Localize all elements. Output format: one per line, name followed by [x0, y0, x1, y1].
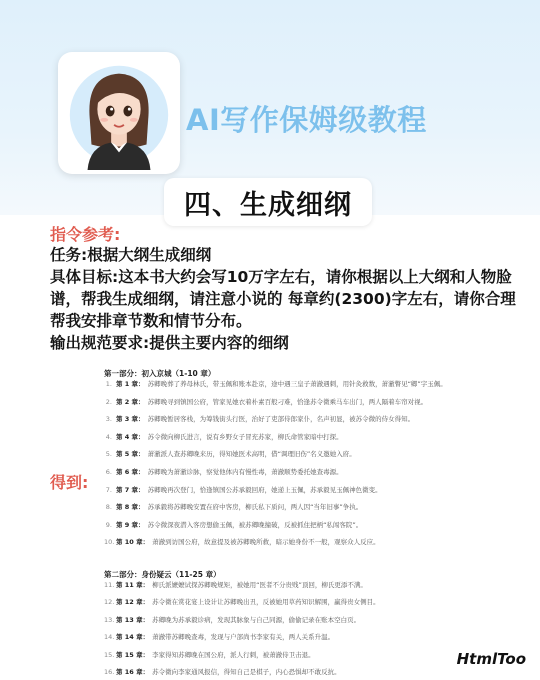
- chapter-label: 第 5 章：: [116, 450, 145, 459]
- chapter-summary: 萧澈带苏卿晚查毒，发现与户部尚书李家有关，两人关系升温。: [152, 633, 335, 642]
- list-item: [104, 581, 514, 598]
- outline-part-1: [104, 368, 514, 556]
- chapter-summary: 苏承毅将苏卿晚安置在府中客房，柳氏私下质问，两人因“当年旧事”争执。: [147, 503, 363, 512]
- part-title: 第一部分：初入京城（1-10 章）: [104, 369, 216, 378]
- list-item: [104, 616, 514, 633]
- list-item: [104, 486, 514, 504]
- instruction-task: 任务:根据大纲生成细纲: [50, 246, 212, 264]
- chapter-list: [104, 581, 514, 680]
- chapter-summary: 李家得知苏卿晚在国公府，派人行刺，被萧澈侍卫击退。: [152, 650, 315, 659]
- chapter-summary: 苏令微深夜潜入客房想偷玉佩，被苏卿晚撞破，反被抓住把柄“私闯客院”。: [147, 520, 363, 529]
- chapter-number: 15.: [104, 650, 115, 659]
- result-label: 得到:: [50, 473, 89, 492]
- chapter-label: 第 6 章：: [116, 467, 145, 476]
- list-item: [104, 538, 514, 556]
- chapter-number: 9.: [105, 520, 112, 529]
- chapter-label: 第 8 章：: [116, 503, 145, 512]
- list-item: [104, 521, 514, 539]
- instruction-heading: 指令参考:: [50, 225, 121, 244]
- avatar-illustration: [60, 54, 178, 172]
- chapter-label: 第 16 章：: [116, 667, 150, 676]
- list-item: [104, 633, 514, 650]
- list-item: [104, 380, 514, 398]
- chapter-number: 6.: [105, 467, 112, 476]
- chapter-label: 第 15 章：: [116, 650, 150, 659]
- chapter-summary: 苏卿晚葬了养母林氏，带玉佩和账本赴京，途中遇三皇子萧澈遇刺，用针灸救数，萧澈瞥见“卿”字玉佩。: [147, 380, 447, 388]
- chapter-summary: 苏卿晚为苏承毅诊病，发现其脉象与自己同源，偷偷记录在账本空白页。: [152, 615, 361, 624]
- list-item: [104, 450, 514, 468]
- chapter-label: 第 13 章：: [116, 615, 150, 624]
- chapter-number: 1.: [105, 380, 112, 388]
- chapter-number: 8.: [105, 503, 112, 512]
- chapter-summary: 苏令微向柳氏进言，说有乡野女子冒充苏家，柳氏命管家暗中打探。: [147, 432, 343, 441]
- list-item: [104, 503, 514, 521]
- list-item: [104, 398, 514, 416]
- chapter-label: 第 7 章：: [116, 485, 145, 494]
- chapter-number: 11.: [104, 581, 115, 589]
- avatar: [58, 52, 180, 174]
- chapter-number: 14.: [104, 633, 115, 642]
- chapter-summary: 苏卿晚寻到镇国公府，管家见她衣着朴素百般刁难，恰逢苏令微乘马车出门，两人隔着车帘对视。: [147, 397, 428, 406]
- section-title-box: [164, 178, 372, 226]
- chapter-label: 第 4 章：: [116, 432, 145, 441]
- chapter-summary: 萧澈到访国公府，故意提及被苏卿晚所救，暗示她身份不一般，观察众人反应。: [152, 538, 380, 547]
- list-item: [104, 668, 514, 680]
- instruction-goal: 具体目标:这本书大约会写10万字左右，请你根据以上大纲和人物脸谱，帮我生成细纲，请注意小说的 每章约(2300)字左右，请你合理帮我安排章节数和情节分布。: [50, 268, 516, 330]
- chapter-summary: 苏卿晚再次登门，恰逢镇国公苏承毅回府，她递上玉佩，苏承毅见玉佩神色微变。: [147, 485, 382, 494]
- part-title: 第二部分：身份疑云（11-25 章）: [104, 570, 221, 579]
- chapter-list: [104, 380, 514, 556]
- chapter-label: 第 14 章：: [116, 633, 150, 642]
- chapter-label: 第 3 章：: [116, 415, 145, 424]
- chapter-label: 第 9 章：: [116, 520, 145, 529]
- instruction-output: 输出规范要求:提供主要内容的细纲: [50, 334, 289, 352]
- chapter-summary: 苏令微向李家通风报信，得知自己是棋子，内心恐惧却不敢反抗。: [152, 667, 341, 676]
- tutorial-headline: AI写作保姆级教程: [186, 103, 427, 137]
- chapter-number: 2.: [105, 397, 112, 406]
- chapter-number: 12.: [104, 598, 115, 607]
- chapter-number: 13.: [104, 615, 115, 624]
- chapter-number: 7.: [105, 485, 112, 494]
- chapter-number: 3.: [105, 415, 112, 424]
- chapter-summary: 苏卿晚暂居客栈，为筹钱街头行医，治好了吏部侍郎家仆，名声初显，被苏令微的侍女得知。: [147, 415, 415, 424]
- list-item: [104, 468, 514, 486]
- chapter-label: 第 1 章：: [116, 380, 145, 388]
- list-item: [104, 598, 514, 615]
- list-item: [104, 415, 514, 433]
- chapter-number: 10.: [104, 538, 115, 547]
- chapter-summary: 柳氏派嬷嬷试探苏卿晚规矩，被她用“医者不分贵贱”顶回，柳氏更添不满。: [152, 581, 367, 589]
- chapter-number: 16.: [104, 667, 115, 676]
- list-item: [104, 433, 514, 451]
- outline-part-2: [104, 569, 514, 680]
- chapter-label: 第 10 章：: [116, 538, 150, 547]
- chapter-number: 5.: [105, 450, 112, 459]
- brand-watermark: HtmlToo: [456, 650, 526, 668]
- chapter-label: 第 12 章：: [116, 598, 150, 607]
- chapter-summary: 苏令微在赏花宴上设计让苏卿晚出丑，反被她用草药知识解围，赢得贵女侧目。: [152, 598, 380, 607]
- chapter-label: 第 11 章：: [116, 581, 150, 589]
- section-title: 四、生成细纲: [184, 189, 352, 221]
- chapter-label: 第 2 章：: [116, 397, 145, 406]
- chapter-number: 4.: [105, 432, 112, 441]
- chapter-summary: 萧澈派人查苏卿晚来历，得知她医术高明，借“调理旧伤”名义邀她入府。: [147, 450, 356, 459]
- list-item: [104, 651, 514, 668]
- chapter-summary: 苏卿晚为萧澈诊脉，察觉他体内有慢性毒，萧澈顺势委托她查毒源。: [147, 467, 343, 476]
